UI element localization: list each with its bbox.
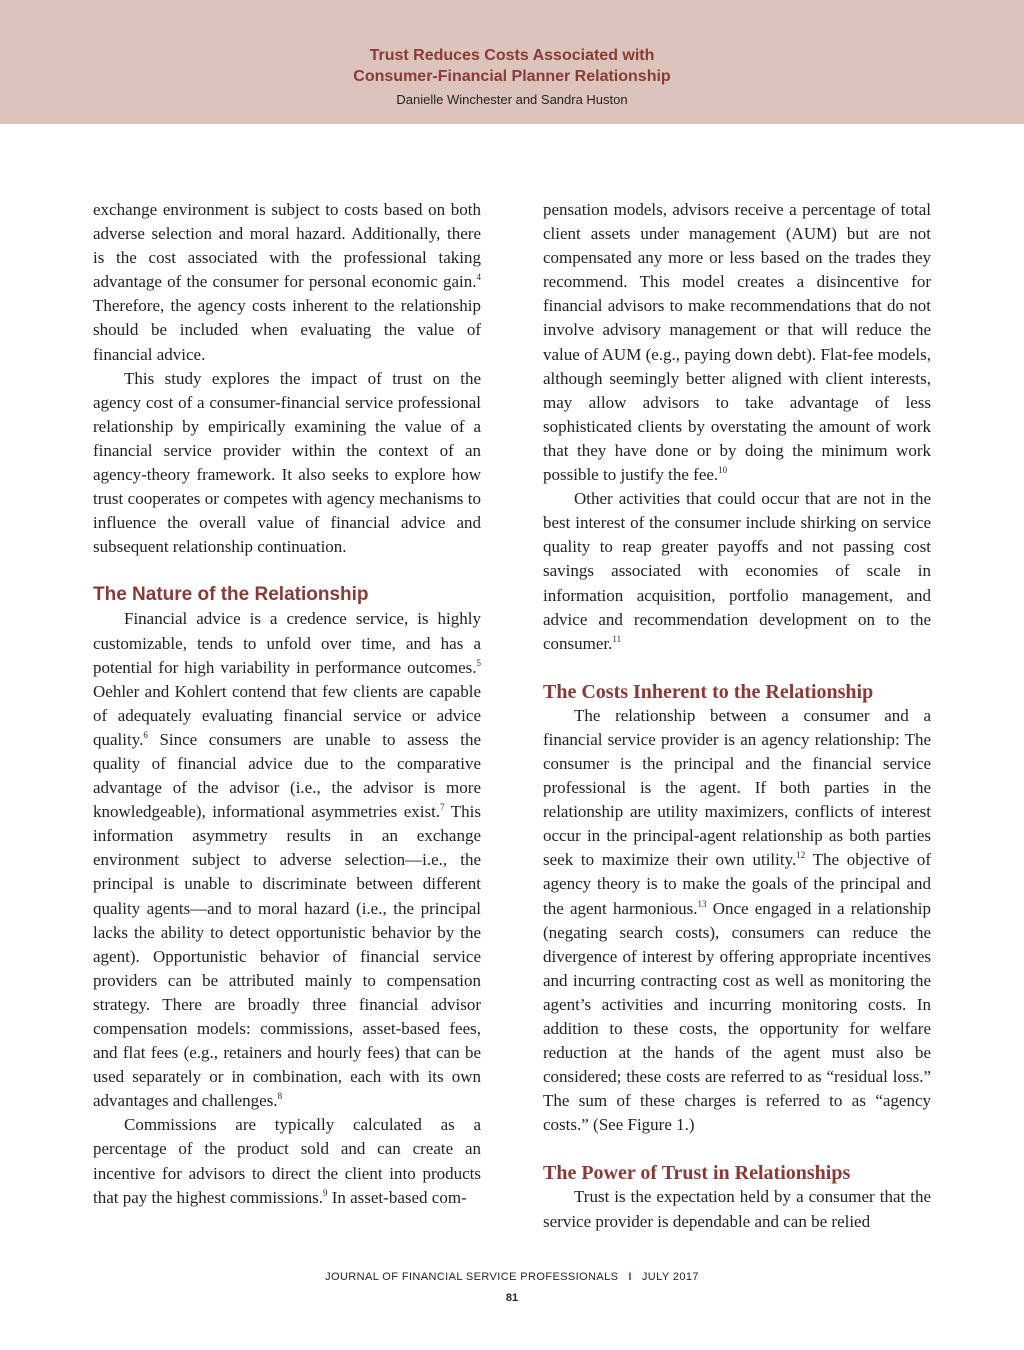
paragraph: Financial advice is a credence service, is highly customizable, tends to unfold over time, and has a potential for high variability in performance outcomes.$^5$ Oehler and Kohlert contend that few clients are capable of adequately evaluating financial service or advice quality.$^6$ Since consumers are unable to assess the quality of financial advice due to the comparative advantage of the advisor (i.e., the advisor is more knowledgeable), informational asymmetries exist.$^7$ This information asymmetry results in an exchange environment subject to adverse selection—i.e., the principal is unable to discriminate between different quality agents—and to moral hazard (i.e., the principal lacks the ability to detect opportunistic behavior by the agent). Opportunistic behavior of financial service providers can be attributed mainly to compensation strategy. There are broadly three financial advisor compensation models: commissions, asset-based fees, and flat fees (e.g., retainers and hourly fees) that can be used separately or in combination, each with its own advantages and challenges.$^8$	[93, 609, 481, 1111]
footer-separator: I	[628, 1271, 632, 1283]
paragraph: exchange environment is subject to costs based on both adverse selection and moral hazard. Additionally, there is the cost associated with the professional taking advantage of the consumer for personal economic gain.$^4$ Therefore, the agency costs inherent to the relationship should be included when evaluating the value of financial advice.	[93, 200, 481, 364]
paragraph: Commissions are typically calculated as a percentage of the product sold and can create an incentive for advisors to direct the client into products that pay the highest commissions.$^9$ In asset-based com-	[93, 1115, 481, 1207]
section-heading-trust: The Power of Trust in Relationships	[543, 1162, 851, 1185]
article-header-banner	[0, 0, 1024, 124]
journal-name: JOURNAL OF FINANCIAL SERVICE PROFESSIONALS	[325, 1271, 619, 1283]
section-heading-nature: The Nature of the Relationship	[93, 584, 369, 606]
left-column	[93, 198, 481, 1210]
page-footer	[0, 1271, 1024, 1283]
article-authors: Danielle Winchester and Sandra Huston	[396, 92, 628, 107]
article-title-line-1: Trust Reduces Costs Associated with	[369, 47, 655, 64]
right-column	[543, 198, 931, 1234]
paragraph: pensation models, advisors receive a percentage of total client assets under management (AUM) but are not compensated any more or less based on the trades they recommend. This model creates a disincentive for financial advisors to make recommendations that do not involve advisory management or that will reduce the value of AUM (e.g., paying down debt). Flat-fee models, although seemingly better aligned with client interests, may allow advisors to take advantage of less sophisticated clients by overstating the amount of work that they have done or by doing the minimum work possible to justify the fee.$^{10}$	[543, 200, 931, 485]
paragraph: This study explores the impact of trust on the agency cost of a consumer-financial service professional relationship by empirically examining the value of a financial service provider within the context of an agency-theory framework. It also seeks to explore how trust cooperates or competes with agency mechanisms to influence the overall value of financial advice and subsequent relationship continuation.	[93, 368, 481, 557]
issue-date: JULY 2017	[641, 1271, 699, 1283]
article-title-line-2: Consumer-Financial Planner Relationship	[353, 68, 671, 85]
section-heading-costs: The Costs Inherent to the Relationship	[543, 680, 874, 703]
paragraph: Other activities that could occur that are not in the best interest of the consumer include shirking on service quality to reap greater payoffs and not passing cost savings associated with economies of scale in information acquisition, portfolio management, and advice and recommendation development on to the consumer.$^{11}$	[543, 489, 931, 653]
paragraph: The relationship between a consumer and a financial service provider is an agency relationship: The consumer is the principal and the financial service professional is the agent. If both parties in the relationship are utility maximizers, conflicts of interest occur in the principal-agent relationship as both parties seek to maximize their own utility.$^{12}$ The objective of agency theory is to make the goals of the principal and the agent harmonious.$^{13}$ Once engaged in a relationship (negating search costs), consumers can reduce the divergence of interest by offering appropriate incentives and incurring contracting cost as well as monitoring the agent’s activities and incurring monitoring costs. In addition to these costs, the opportunity for welfare reduction at the hands of the agent must also be considered; these costs are referred to as “residual loss.” The sum of these charges is referred to as “agency costs.” (See Figure 1.)	[543, 705, 931, 1135]
page-number: 81	[505, 1292, 519, 1304]
paragraph: Trust is the expectation held by a consumer that the service provider is dependable and can be relied	[543, 1187, 931, 1231]
